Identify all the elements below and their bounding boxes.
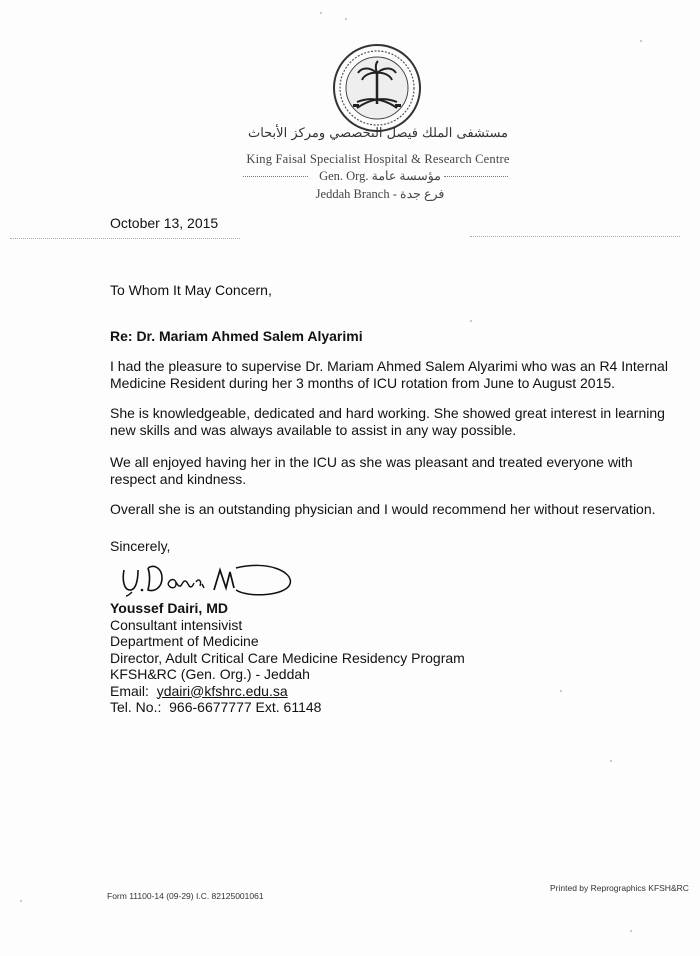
footer-form-code: Form 11100-14 (09-29) I.C. 82125001061 (107, 891, 264, 901)
handwritten-signature (118, 556, 298, 600)
letterhead-divider-right (444, 176, 508, 179)
phone-label: Tel. No.: (110, 699, 162, 715)
scan-speck (345, 18, 347, 20)
hospital-emblem-icon (331, 42, 423, 134)
scan-speck (630, 930, 632, 932)
signer-name: Youssef Dairi, MD (110, 600, 228, 616)
signer-phone-row (110, 699, 465, 716)
scan-speck (470, 320, 472, 322)
scan-speck (560, 690, 562, 692)
letter-paragraph-2: She is knowledgeable, dedicated and hard working. She showed great interest in learning new skills and was always available to assist in any way possible. (110, 405, 665, 438)
scan-speck (610, 760, 612, 762)
scan-noise-line-right (470, 236, 680, 237)
signer-institution: KFSH&RC (Gen. Org.) - Jeddah (110, 666, 310, 682)
letter-paragraph-3: We all enjoyed having her in the ICU as she was pleasant and treated everyone with respect and kindness. (110, 454, 633, 487)
signer-role: Director, Adult Critical Care Medicine Residency Program (110, 649, 465, 666)
scan-noise-line-left (10, 238, 240, 239)
letter-date: October 13, 2015 (110, 215, 219, 231)
signer-email-row (110, 683, 465, 700)
letterhead-org: Gen. Org. مؤسسة عامة (319, 169, 441, 183)
signer-title: Consultant intensivist (110, 616, 243, 633)
signer-block (110, 600, 465, 716)
letter-paragraph-4: Overall she is an outstanding physician and I would recommend her without reservation. (110, 501, 656, 517)
scan-speck (320, 12, 322, 14)
letterhead-english-name: King Faisal Specialist Hospital & Research Centre (246, 152, 510, 166)
letterhead-branch: Jeddah Branch - فرع جدة (315, 187, 445, 201)
phone-value: 966-6677777 Ext. 61148 (169, 699, 322, 715)
letterhead-divider-left (243, 176, 308, 179)
scan-speck (640, 40, 642, 42)
signer-department: Department of Medicine (110, 633, 259, 649)
letter-subject: Re: Dr. Mariam Ahmed Salem Alyarimi (110, 328, 363, 344)
letter-closing: Sincerely, (110, 538, 171, 554)
email-link[interactable]: ydairi@kfshrc.edu.sa (156, 682, 288, 699)
scan-speck (20, 900, 22, 902)
footer-printed-by: Printed by Reprographics KFSH&RC (550, 883, 689, 893)
letterhead-arabic-name: مستشفى الملك فيصل التخصصي ومركز الأبحاث (247, 126, 509, 141)
email-label: Email: (110, 682, 149, 699)
letter-salutation: To Whom It May Concern, (110, 282, 272, 298)
letter-paragraph-1: I had the pleasure to supervise Dr. Mariam Ahmed Salem Alyarimi who was an R4 Internal Medicine Resident during her 3 months of ICU rotation from June to August 2015. (110, 358, 668, 391)
